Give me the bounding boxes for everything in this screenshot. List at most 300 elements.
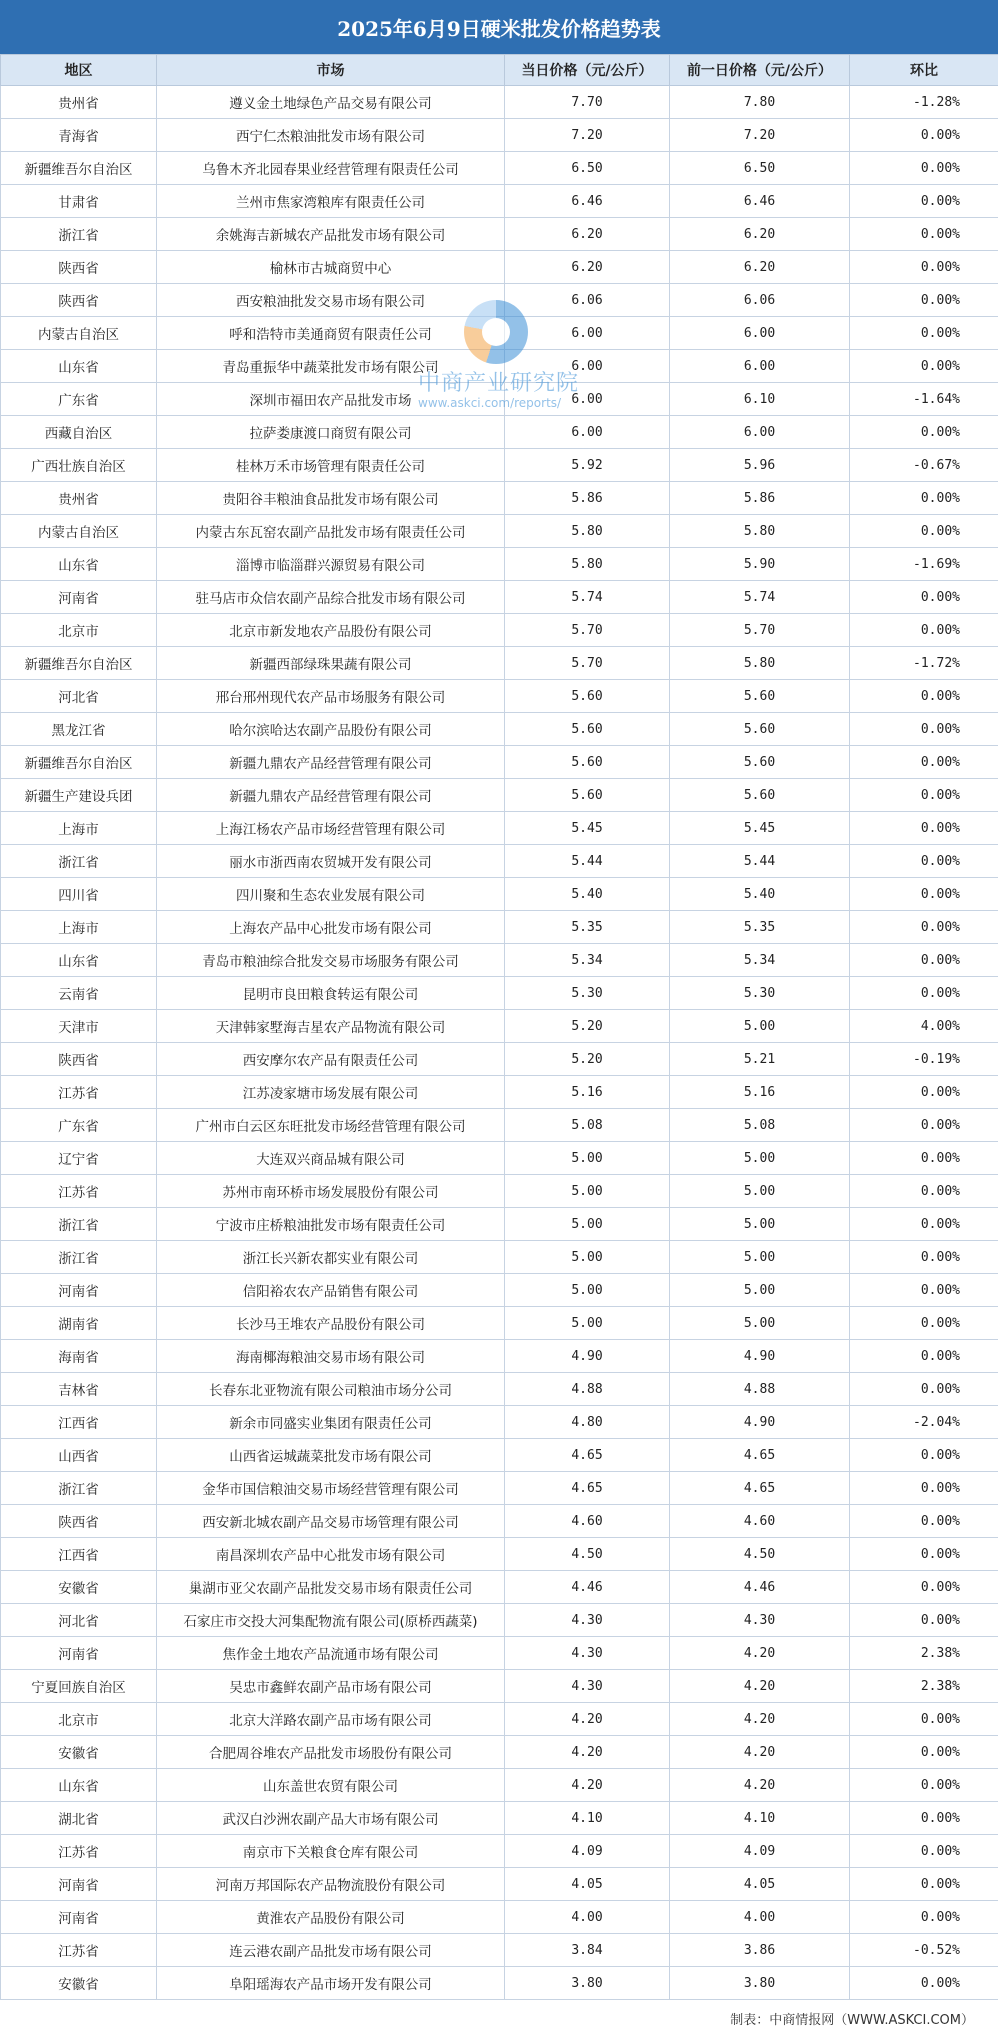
- table-row: [1, 1637, 998, 1670]
- mom-cell: 0.00%: [850, 1439, 998, 1472]
- region-cell: 河南省: [1, 1637, 157, 1670]
- table-row: [1, 779, 998, 812]
- region-cell: 安徽省: [1, 1967, 157, 2000]
- market-cell: 贵阳谷丰粮油食品批发市场有限公司: [157, 482, 505, 515]
- price-prev-cell: 6.50: [670, 152, 850, 185]
- price-prev-cell: 5.16: [670, 1076, 850, 1109]
- market-cell: 青岛市粮油综合批发交易市场服务有限公司: [157, 944, 505, 977]
- table-row: [1, 185, 998, 218]
- table-row: [1, 746, 998, 779]
- price-prev-cell: 4.20: [670, 1703, 850, 1736]
- mom-cell: 0.00%: [850, 878, 998, 911]
- mom-cell: 0.00%: [850, 1241, 998, 1274]
- region-cell: 贵州省: [1, 86, 157, 119]
- market-cell: 浙江长兴新农都实业有限公司: [157, 1241, 505, 1274]
- table-row: [1, 317, 998, 350]
- table-row: [1, 812, 998, 845]
- mom-cell: 0.00%: [850, 1901, 998, 1934]
- price-today-cell: 5.92: [505, 449, 670, 482]
- table-row: [1, 416, 998, 449]
- price-prev-cell: 5.90: [670, 548, 850, 581]
- region-cell: 四川省: [1, 878, 157, 911]
- region-cell: 浙江省: [1, 218, 157, 251]
- price-prev-cell: 4.20: [670, 1670, 850, 1703]
- mom-cell: 0.00%: [850, 284, 998, 317]
- market-cell: 南京市下关粮食仓库有限公司: [157, 1835, 505, 1868]
- market-cell: 山西省运城蔬菜批发市场有限公司: [157, 1439, 505, 1472]
- table-row: [1, 1340, 998, 1373]
- table-row: [1, 1571, 998, 1604]
- price-prev-cell: 5.44: [670, 845, 850, 878]
- market-cell: 西安新北城农副产品交易市场管理有限公司: [157, 1505, 505, 1538]
- mom-cell: 0.00%: [850, 1109, 998, 1142]
- mom-cell: 0.00%: [850, 1604, 998, 1637]
- price-prev-cell: 4.10: [670, 1802, 850, 1835]
- mom-cell: 0.00%: [850, 218, 998, 251]
- market-cell: 吴忠市鑫鲜农副产品市场有限公司: [157, 1670, 505, 1703]
- mom-cell: -0.52%: [850, 1934, 998, 1967]
- region-cell: 山东省: [1, 548, 157, 581]
- price-prev-cell: 4.00: [670, 1901, 850, 1934]
- region-cell: 江苏省: [1, 1934, 157, 1967]
- region-cell: 江苏省: [1, 1076, 157, 1109]
- mom-cell: 0.00%: [850, 944, 998, 977]
- market-cell: 西安粮油批发交易市场有限公司: [157, 284, 505, 317]
- price-prev-cell: 5.45: [670, 812, 850, 845]
- price-prev-cell: 3.80: [670, 1967, 850, 2000]
- market-cell: 河南万邦国际农产品物流股份有限公司: [157, 1868, 505, 1901]
- mom-cell: 0.00%: [850, 680, 998, 713]
- watermark-url: www.askci.com/reports/: [418, 396, 562, 410]
- price-today-cell: 4.60: [505, 1505, 670, 1538]
- price-prev-cell: 5.30: [670, 977, 850, 1010]
- market-cell: 巢湖市亚父农副产品批发交易市场有限责任公司: [157, 1571, 505, 1604]
- table-row: [1, 1208, 998, 1241]
- price-prev-cell: 5.00: [670, 1010, 850, 1043]
- mom-cell: 0.00%: [850, 845, 998, 878]
- market-cell: 四川聚和生态农业发展有限公司: [157, 878, 505, 911]
- watermark-name: 中商产业研究院: [418, 371, 580, 396]
- market-cell: 榆林市古城商贸中心: [157, 251, 505, 284]
- mom-cell: 0.00%: [850, 1307, 998, 1340]
- region-cell: 辽宁省: [1, 1142, 157, 1175]
- price-prev-cell: 5.80: [670, 647, 850, 680]
- table-row: [1, 218, 998, 251]
- region-cell: 浙江省: [1, 845, 157, 878]
- region-cell: 黑龙江省: [1, 713, 157, 746]
- mom-cell: 0.00%: [850, 746, 998, 779]
- mom-cell: -2.04%: [850, 1406, 998, 1439]
- table-row: [1, 1274, 998, 1307]
- price-today-cell: 6.50: [505, 152, 670, 185]
- mom-cell: 0.00%: [850, 515, 998, 548]
- region-cell: 海南省: [1, 1340, 157, 1373]
- market-cell: 天津韩家墅海吉星农产品物流有限公司: [157, 1010, 505, 1043]
- market-cell: 新疆九鼎农产品经营管理有限公司: [157, 779, 505, 812]
- table-row: [1, 1043, 998, 1076]
- region-cell: 吉林省: [1, 1373, 157, 1406]
- region-cell: 北京市: [1, 1703, 157, 1736]
- market-cell: 拉萨娄康渡口商贸有限公司: [157, 416, 505, 449]
- price-prev-cell: 5.00: [670, 1142, 850, 1175]
- table-row: [1, 1373, 998, 1406]
- price-prev-cell: 5.80: [670, 515, 850, 548]
- region-cell: 江苏省: [1, 1835, 157, 1868]
- price-prev-cell: 5.60: [670, 746, 850, 779]
- region-cell: 安徽省: [1, 1736, 157, 1769]
- price-today-cell: 4.50: [505, 1538, 670, 1571]
- region-cell: 陕西省: [1, 251, 157, 284]
- price-today-cell: 4.65: [505, 1439, 670, 1472]
- price-prev-cell: 4.60: [670, 1505, 850, 1538]
- mom-cell: 0.00%: [850, 482, 998, 515]
- price-today-cell: 5.00: [505, 1307, 670, 1340]
- header-region: 地区: [1, 55, 157, 86]
- price-today-cell: 5.60: [505, 746, 670, 779]
- price-today-cell: 4.88: [505, 1373, 670, 1406]
- mom-cell: 0.00%: [850, 1538, 998, 1571]
- market-cell: 邢台邢州现代农产品市场服务有限公司: [157, 680, 505, 713]
- market-cell: 大连双兴商品城有限公司: [157, 1142, 505, 1175]
- region-cell: 河北省: [1, 680, 157, 713]
- market-cell: 新疆西部绿珠果蔬有限公司: [157, 647, 505, 680]
- price-today-cell: 5.60: [505, 680, 670, 713]
- mom-cell: 0.00%: [850, 1967, 998, 2000]
- market-cell: 上海农产品中心批发市场有限公司: [157, 911, 505, 944]
- market-cell: 金华市国信粮油交易市场经营管理有限公司: [157, 1472, 505, 1505]
- table-row: [1, 1769, 998, 1802]
- market-cell: 昆明市良田粮食转运有限公司: [157, 977, 505, 1010]
- price-prev-cell: 5.00: [670, 1241, 850, 1274]
- price-today-cell: 7.20: [505, 119, 670, 152]
- mom-cell: 0.00%: [850, 1076, 998, 1109]
- price-today-cell: 4.65: [505, 1472, 670, 1505]
- table-row: [1, 449, 998, 482]
- mom-cell: -1.72%: [850, 647, 998, 680]
- price-today-cell: 5.30: [505, 977, 670, 1010]
- market-cell: 连云港农副产品批发市场有限公司: [157, 1934, 505, 1967]
- table-row: [1, 350, 998, 383]
- table-row: [1, 1505, 998, 1538]
- market-cell: 北京大洋路农副产品市场有限公司: [157, 1703, 505, 1736]
- mom-cell: 0.00%: [850, 1868, 998, 1901]
- price-today-cell: 4.20: [505, 1736, 670, 1769]
- table-row: [1, 614, 998, 647]
- table-row: [1, 878, 998, 911]
- price-prev-cell: 5.00: [670, 1208, 850, 1241]
- region-cell: 陕西省: [1, 284, 157, 317]
- market-cell: 山东盖世农贸有限公司: [157, 1769, 505, 1802]
- price-prev-cell: 5.21: [670, 1043, 850, 1076]
- price-prev-cell: 7.80: [670, 86, 850, 119]
- table-row: [1, 482, 998, 515]
- price-today-cell: 5.80: [505, 515, 670, 548]
- price-today-cell: 4.30: [505, 1604, 670, 1637]
- price-today-cell: 5.60: [505, 779, 670, 812]
- mom-cell: 0.00%: [850, 1505, 998, 1538]
- price-today-cell: 5.00: [505, 1142, 670, 1175]
- price-today-cell: 6.00: [505, 383, 670, 416]
- mom-cell: 0.00%: [850, 416, 998, 449]
- price-today-cell: 6.00: [505, 317, 670, 350]
- region-cell: 新疆维吾尔自治区: [1, 746, 157, 779]
- mom-cell: 0.00%: [850, 614, 998, 647]
- market-cell: 石家庄市交投大河集配物流有限公司(原桥西蔬菜): [157, 1604, 505, 1637]
- table-row: [1, 119, 998, 152]
- mom-cell: 0.00%: [850, 185, 998, 218]
- price-today-cell: 6.20: [505, 218, 670, 251]
- header-market: 市场: [157, 55, 505, 86]
- price-today-cell: 4.09: [505, 1835, 670, 1868]
- price-prev-cell: 4.09: [670, 1835, 850, 1868]
- market-cell: 焦作金土地农产品流通市场有限公司: [157, 1637, 505, 1670]
- table-header-row: [1, 55, 998, 86]
- market-cell: 新疆九鼎农产品经营管理有限公司: [157, 746, 505, 779]
- price-today-cell: 6.46: [505, 185, 670, 218]
- table-body: [1, 86, 998, 2000]
- price-prev-cell: 4.05: [670, 1868, 850, 1901]
- market-cell: 宁波市庄桥粮油批发市场有限责任公司: [157, 1208, 505, 1241]
- price-prev-cell: 5.60: [670, 713, 850, 746]
- market-cell: 黄淮农产品股份有限公司: [157, 1901, 505, 1934]
- price-today-cell: 4.05: [505, 1868, 670, 1901]
- price-prev-cell: 5.40: [670, 878, 850, 911]
- table-row: [1, 713, 998, 746]
- market-cell: 上海江杨农产品市场经营管理有限公司: [157, 812, 505, 845]
- table-row: [1, 1967, 998, 2000]
- mom-cell: -1.64%: [850, 383, 998, 416]
- mom-cell: 0.00%: [850, 1142, 998, 1175]
- header-price-prev: 前一日价格（元/公斤）: [670, 55, 850, 86]
- table-row: [1, 977, 998, 1010]
- table-row: [1, 1076, 998, 1109]
- market-cell: 南昌深圳农产品中心批发市场有限公司: [157, 1538, 505, 1571]
- price-prev-cell: 6.10: [670, 383, 850, 416]
- price-prev-cell: 6.00: [670, 416, 850, 449]
- market-cell: 内蒙古东瓦窑农副产品批发市场有限责任公司: [157, 515, 505, 548]
- table-row: [1, 251, 998, 284]
- table-row: [1, 911, 998, 944]
- price-prev-cell: 4.50: [670, 1538, 850, 1571]
- region-cell: 河南省: [1, 1901, 157, 1934]
- table-row: [1, 1307, 998, 1340]
- table-row: [1, 944, 998, 977]
- table-row: [1, 1406, 998, 1439]
- mom-cell: 0.00%: [850, 350, 998, 383]
- price-prev-cell: 3.86: [670, 1934, 850, 1967]
- region-cell: 湖南省: [1, 1307, 157, 1340]
- region-cell: 上海市: [1, 911, 157, 944]
- source-note: 制表：中商情报网（WWW.ASKCI.COM）: [730, 2013, 974, 2028]
- region-cell: 江西省: [1, 1538, 157, 1571]
- market-cell: 阜阳瑶海农产品市场开发有限公司: [157, 1967, 505, 2000]
- region-cell: 山东省: [1, 350, 157, 383]
- table-row: [1, 1934, 998, 1967]
- price-prev-cell: 5.35: [670, 911, 850, 944]
- region-cell: 贵州省: [1, 482, 157, 515]
- table-row: [1, 1736, 998, 1769]
- region-cell: 新疆生产建设兵团: [1, 779, 157, 812]
- region-cell: 河南省: [1, 1868, 157, 1901]
- price-prev-cell: 4.88: [670, 1373, 850, 1406]
- price-today-cell: 5.00: [505, 1208, 670, 1241]
- table-row: [1, 1802, 998, 1835]
- table-row: [1, 1439, 998, 1472]
- market-cell: 淄博市临淄群兴源贸易有限公司: [157, 548, 505, 581]
- market-cell: 江苏凌家塘市场发展有限公司: [157, 1076, 505, 1109]
- table-row: [1, 383, 998, 416]
- price-prev-cell: 5.34: [670, 944, 850, 977]
- price-prev-cell: 6.20: [670, 218, 850, 251]
- price-today-cell: 3.84: [505, 1934, 670, 1967]
- region-cell: 河北省: [1, 1604, 157, 1637]
- price-today-cell: 5.60: [505, 713, 670, 746]
- mom-cell: 0.00%: [850, 1472, 998, 1505]
- price-today-cell: 5.45: [505, 812, 670, 845]
- header-mom: 环比: [850, 55, 998, 86]
- region-cell: 广东省: [1, 1109, 157, 1142]
- region-cell: 浙江省: [1, 1472, 157, 1505]
- region-cell: 河南省: [1, 581, 157, 614]
- region-cell: 云南省: [1, 977, 157, 1010]
- table-row: [1, 1835, 998, 1868]
- mom-cell: 0.00%: [850, 1373, 998, 1406]
- price-today-cell: 5.35: [505, 911, 670, 944]
- price-today-cell: 5.70: [505, 647, 670, 680]
- market-cell: 广州市白云区东旺批发市场经营管理有限公司: [157, 1109, 505, 1142]
- mom-cell: 0.00%: [850, 251, 998, 284]
- mom-cell: -1.69%: [850, 548, 998, 581]
- price-prev-cell: 4.46: [670, 1571, 850, 1604]
- mom-cell: 0.00%: [850, 119, 998, 152]
- mom-cell: 0.00%: [850, 1274, 998, 1307]
- mom-cell: 0.00%: [850, 1208, 998, 1241]
- region-cell: 江苏省: [1, 1175, 157, 1208]
- price-today-cell: 5.00: [505, 1175, 670, 1208]
- region-cell: 河南省: [1, 1274, 157, 1307]
- region-cell: 广东省: [1, 383, 157, 416]
- price-today-cell: 5.00: [505, 1274, 670, 1307]
- region-cell: 湖北省: [1, 1802, 157, 1835]
- price-prev-cell: 5.96: [670, 449, 850, 482]
- region-cell: 山东省: [1, 1769, 157, 1802]
- market-cell: 苏州市南环桥市场发展股份有限公司: [157, 1175, 505, 1208]
- price-prev-cell: 6.06: [670, 284, 850, 317]
- price-today-cell: 5.44: [505, 845, 670, 878]
- price-prev-cell: 4.30: [670, 1604, 850, 1637]
- price-prev-cell: 5.00: [670, 1307, 850, 1340]
- table-row: [1, 1604, 998, 1637]
- region-cell: 西藏自治区: [1, 416, 157, 449]
- price-today-cell: 5.16: [505, 1076, 670, 1109]
- market-cell: 西安摩尔农产品有限责任公司: [157, 1043, 505, 1076]
- mom-cell: -0.19%: [850, 1043, 998, 1076]
- price-today-cell: 5.74: [505, 581, 670, 614]
- mom-cell: 0.00%: [850, 1835, 998, 1868]
- price-prev-cell: 5.60: [670, 779, 850, 812]
- market-cell: 长沙马王堆农产品股份有限公司: [157, 1307, 505, 1340]
- mom-cell: -0.67%: [850, 449, 998, 482]
- table-row: [1, 152, 998, 185]
- region-cell: 山东省: [1, 944, 157, 977]
- region-cell: 宁夏回族自治区: [1, 1670, 157, 1703]
- mom-cell: 0.00%: [850, 581, 998, 614]
- price-prev-cell: 5.00: [670, 1175, 850, 1208]
- region-cell: 浙江省: [1, 1241, 157, 1274]
- region-cell: 陕西省: [1, 1043, 157, 1076]
- market-cell: 新余市同盛实业集团有限责任公司: [157, 1406, 505, 1439]
- price-today-cell: 7.70: [505, 86, 670, 119]
- table-row: [1, 515, 998, 548]
- price-today-cell: 5.20: [505, 1010, 670, 1043]
- mom-cell: 0.00%: [850, 1571, 998, 1604]
- price-today-cell: 5.34: [505, 944, 670, 977]
- table-row: [1, 86, 998, 119]
- mom-cell: -1.28%: [850, 86, 998, 119]
- price-today-cell: 5.80: [505, 548, 670, 581]
- table-row: [1, 680, 998, 713]
- mom-cell: 2.38%: [850, 1670, 998, 1703]
- market-cell: 丽水市浙西南农贸城开发有限公司: [157, 845, 505, 878]
- mom-cell: 0.00%: [850, 1703, 998, 1736]
- price-prev-cell: 5.00: [670, 1274, 850, 1307]
- market-cell: 驻马店市众信农副产品综合批发市场有限公司: [157, 581, 505, 614]
- price-table: [0, 54, 998, 2000]
- price-today-cell: 6.00: [505, 416, 670, 449]
- region-cell: 山西省: [1, 1439, 157, 1472]
- mom-cell: 0.00%: [850, 977, 998, 1010]
- price-today-cell: 5.70: [505, 614, 670, 647]
- market-cell: 北京市新发地农产品股份有限公司: [157, 614, 505, 647]
- table-row: [1, 1670, 998, 1703]
- price-today-cell: 5.40: [505, 878, 670, 911]
- price-today-cell: 6.06: [505, 284, 670, 317]
- price-prev-cell: 4.20: [670, 1769, 850, 1802]
- region-cell: 浙江省: [1, 1208, 157, 1241]
- market-cell: 兰州市焦家湾粮库有限责任公司: [157, 185, 505, 218]
- price-prev-cell: 5.86: [670, 482, 850, 515]
- table-row: [1, 1868, 998, 1901]
- region-cell: 天津市: [1, 1010, 157, 1043]
- region-cell: 甘肃省: [1, 185, 157, 218]
- market-cell: 青岛重振华中蔬菜批发市场有限公司: [157, 350, 505, 383]
- table-row: [1, 1703, 998, 1736]
- mom-cell: 0.00%: [850, 713, 998, 746]
- table-row: [1, 1175, 998, 1208]
- price-prev-cell: 4.20: [670, 1736, 850, 1769]
- mom-cell: 0.00%: [850, 911, 998, 944]
- price-today-cell: 4.46: [505, 1571, 670, 1604]
- mom-cell: 0.00%: [850, 812, 998, 845]
- price-today-cell: 4.30: [505, 1670, 670, 1703]
- market-cell: 信阳裕农农产品销售有限公司: [157, 1274, 505, 1307]
- price-today-cell: 5.20: [505, 1043, 670, 1076]
- price-prev-cell: 5.60: [670, 680, 850, 713]
- mom-cell: 0.00%: [850, 1769, 998, 1802]
- market-cell: 武汉白沙洲农副产品大市场有限公司: [157, 1802, 505, 1835]
- price-today-cell: 3.80: [505, 1967, 670, 2000]
- price-prev-cell: 6.46: [670, 185, 850, 218]
- price-prev-cell: 7.20: [670, 119, 850, 152]
- mom-cell: 4.00%: [850, 1010, 998, 1043]
- market-cell: 海南椰海粮油交易市场有限公司: [157, 1340, 505, 1373]
- price-prev-cell: 4.65: [670, 1472, 850, 1505]
- price-today-cell: 4.20: [505, 1769, 670, 1802]
- region-cell: 北京市: [1, 614, 157, 647]
- region-cell: 内蒙古自治区: [1, 515, 157, 548]
- market-cell: 哈尔滨哈达农副产品股份有限公司: [157, 713, 505, 746]
- price-today-cell: 5.08: [505, 1109, 670, 1142]
